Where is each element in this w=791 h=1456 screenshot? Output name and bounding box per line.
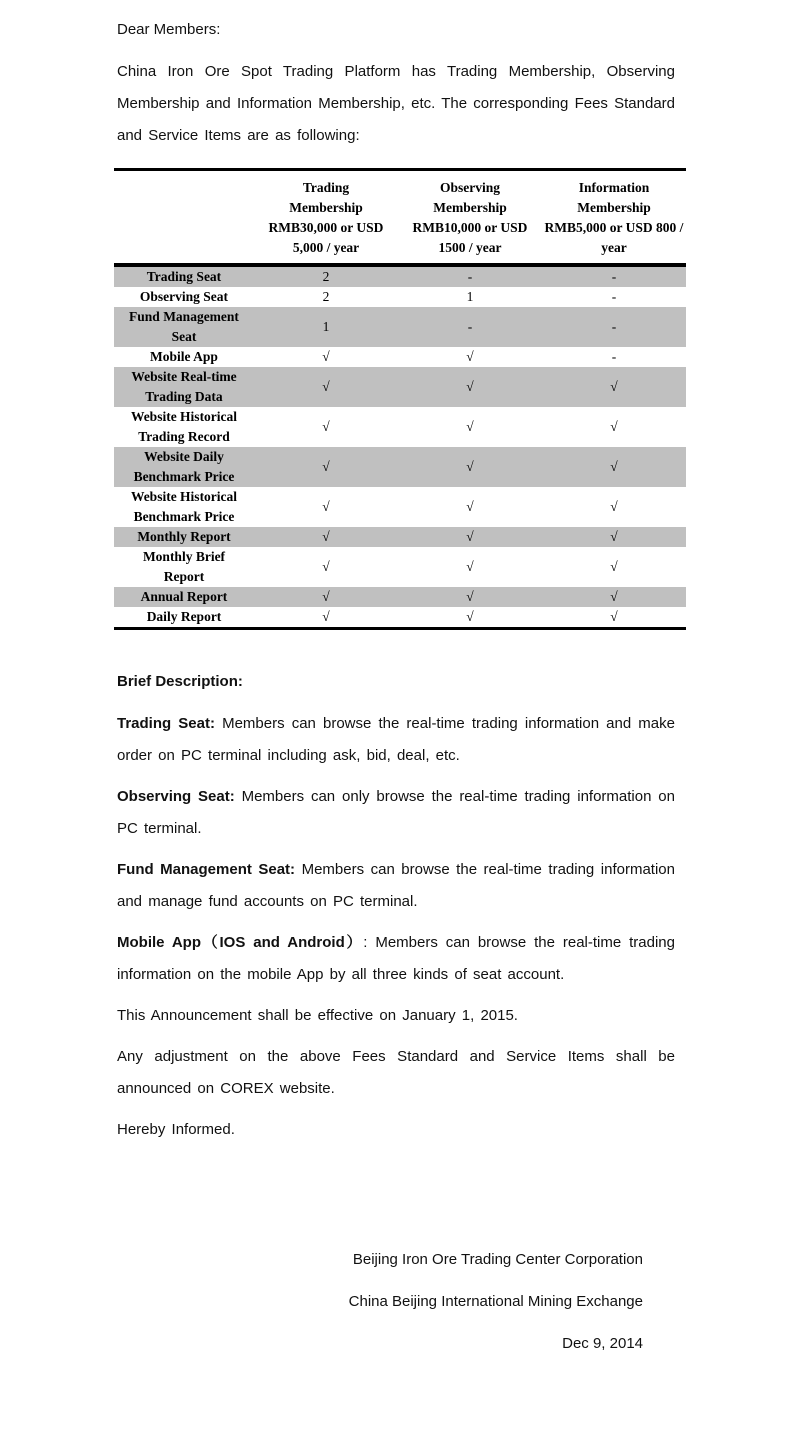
service-item-value: √ bbox=[322, 379, 330, 394]
paragraph-text: Any adjustment on the above Fees Standard and Service Items shall be announced on COREX website. bbox=[117, 1048, 675, 1097]
closing-line bbox=[117, 1114, 675, 1146]
table-row bbox=[114, 487, 686, 527]
service-item-value: - bbox=[611, 289, 617, 304]
service-item-value: √ bbox=[466, 499, 474, 514]
service-item-label: Mobile App bbox=[150, 349, 218, 364]
service-item-value: √ bbox=[610, 529, 618, 544]
service-item-label: Trading Seat bbox=[146, 269, 222, 284]
signature-organization-2: China Beijing International Mining Exchange bbox=[348, 1293, 643, 1310]
membership-price: RMB5,000 or USD 800 / year bbox=[544, 220, 684, 255]
membership-price: RMB30,000 or USD 5,000 / year bbox=[268, 220, 384, 255]
paragraph-text: Members can only browse the real-time trading information on PC terminal. bbox=[117, 788, 675, 837]
table-row bbox=[114, 447, 686, 487]
service-item-value: 1 bbox=[466, 289, 474, 304]
column-header-observing-membership bbox=[398, 170, 542, 266]
intro-paragraph: China Iron Ore Spot Trading Platform has Trading Membership, Observing Membership and Information Membership, etc. The corresponding Fees Standard and Service Items are as following: bbox=[117, 63, 675, 144]
description-fund-management-seat bbox=[117, 854, 675, 918]
brief-description-heading: Brief Description: bbox=[117, 673, 243, 690]
membership-name: Observing Membership bbox=[433, 180, 507, 215]
service-item-value: √ bbox=[466, 349, 474, 364]
description-mobile-app bbox=[117, 927, 675, 991]
service-item-label: Annual Report bbox=[140, 589, 228, 604]
service-item-label: Website Historical Trading Record bbox=[130, 409, 238, 444]
service-item-value: √ bbox=[466, 589, 474, 604]
service-item-value: √ bbox=[322, 419, 330, 434]
document-content bbox=[117, 14, 684, 1360]
paragraph-text: This Announcement shall be effective on January 1, 2015. bbox=[117, 1007, 518, 1024]
service-item-value: - bbox=[467, 319, 473, 334]
service-item-value: - bbox=[467, 269, 473, 284]
table-row bbox=[114, 527, 686, 547]
table-row bbox=[114, 407, 686, 447]
membership-price: RMB10,000 or USD 1500 / year bbox=[412, 220, 528, 255]
adjustment-notice bbox=[117, 1041, 675, 1105]
service-item-value: √ bbox=[322, 559, 330, 574]
service-item-value: √ bbox=[466, 419, 474, 434]
membership-name: Trading Membership bbox=[289, 180, 363, 215]
service-item-label: Website Historical Benchmark Price bbox=[130, 489, 238, 524]
service-item-value: √ bbox=[322, 499, 330, 514]
service-item-label: Website Real-time Trading Data bbox=[131, 369, 237, 404]
column-header-trading-membership bbox=[254, 170, 398, 266]
column-header-information-membership bbox=[542, 170, 686, 266]
service-item-value: 1 bbox=[322, 319, 330, 334]
service-item-value: √ bbox=[466, 379, 474, 394]
service-item-value: √ bbox=[610, 589, 618, 604]
table-row bbox=[114, 307, 686, 347]
table-row bbox=[114, 587, 686, 607]
paragraph-text: Members can browse the real-time trading information and make order on PC terminal including ask, bid, deal, etc. bbox=[117, 715, 675, 764]
table-corner-cell bbox=[114, 170, 254, 266]
service-item-value: - bbox=[611, 269, 617, 284]
fees-table-body bbox=[114, 265, 686, 629]
service-item-label: Observing Seat bbox=[139, 289, 229, 304]
service-item-value: √ bbox=[610, 419, 618, 434]
service-item-label: Website Daily Benchmark Price bbox=[133, 449, 235, 484]
paragraph-text: Hereby Informed. bbox=[117, 1121, 235, 1138]
table-row bbox=[114, 547, 686, 587]
service-item-value: √ bbox=[610, 459, 618, 474]
service-item-value: √ bbox=[322, 529, 330, 544]
service-item-label: Monthly Brief Report bbox=[142, 549, 226, 584]
service-item-value: - bbox=[611, 349, 617, 364]
service-item-value: 2 bbox=[322, 269, 330, 284]
signature-date: Dec 9, 2014 bbox=[562, 1335, 643, 1352]
service-item-value: √ bbox=[466, 529, 474, 544]
service-item-label: Fund Management Seat bbox=[129, 309, 239, 344]
service-item-value: √ bbox=[322, 459, 330, 474]
paragraph-lead: Fund Management Seat: bbox=[117, 861, 296, 878]
service-item-value: √ bbox=[610, 609, 618, 624]
effective-date-notice bbox=[117, 1000, 675, 1032]
fees-table bbox=[114, 168, 686, 630]
service-item-value: √ bbox=[610, 499, 618, 514]
service-item-value: √ bbox=[610, 379, 618, 394]
service-item-value: - bbox=[611, 319, 617, 334]
table-header-row bbox=[114, 170, 686, 266]
service-item-value: √ bbox=[466, 459, 474, 474]
service-item-value: √ bbox=[466, 609, 474, 624]
table-row bbox=[114, 265, 686, 287]
description-observing-seat bbox=[117, 781, 675, 845]
service-item-value: √ bbox=[466, 559, 474, 574]
service-item-value: 2 bbox=[322, 289, 330, 304]
salutation: Dear Members: bbox=[117, 21, 221, 38]
paragraph-lead: Observing Seat: bbox=[117, 788, 235, 805]
table-row bbox=[114, 287, 686, 307]
signature-block bbox=[117, 1244, 675, 1360]
signature-organization-1: Beijing Iron Ore Trading Center Corporation bbox=[352, 1251, 643, 1268]
table-row bbox=[114, 347, 686, 367]
table-row bbox=[114, 367, 686, 407]
service-item-label: Monthly Report bbox=[137, 529, 231, 544]
paragraph-text: : Members can browse the real-time trading information on the mobile App by all three kinds of seat account. bbox=[117, 934, 675, 983]
service-item-value: √ bbox=[322, 609, 330, 624]
membership-name: Information Membership bbox=[577, 180, 651, 215]
paragraph-text: Members can browse the real-time trading information and manage fund accounts on PC terminal. bbox=[117, 861, 675, 910]
service-item-value: √ bbox=[322, 349, 330, 364]
service-item-value: √ bbox=[610, 559, 618, 574]
paragraph-lead: Trading Seat: bbox=[117, 715, 215, 732]
service-item-value: √ bbox=[322, 589, 330, 604]
table-row bbox=[114, 607, 686, 629]
paragraph-lead: Mobile App（IOS and Android） bbox=[117, 934, 364, 951]
description-trading-seat bbox=[117, 708, 675, 772]
service-item-label: Daily Report bbox=[146, 609, 222, 624]
